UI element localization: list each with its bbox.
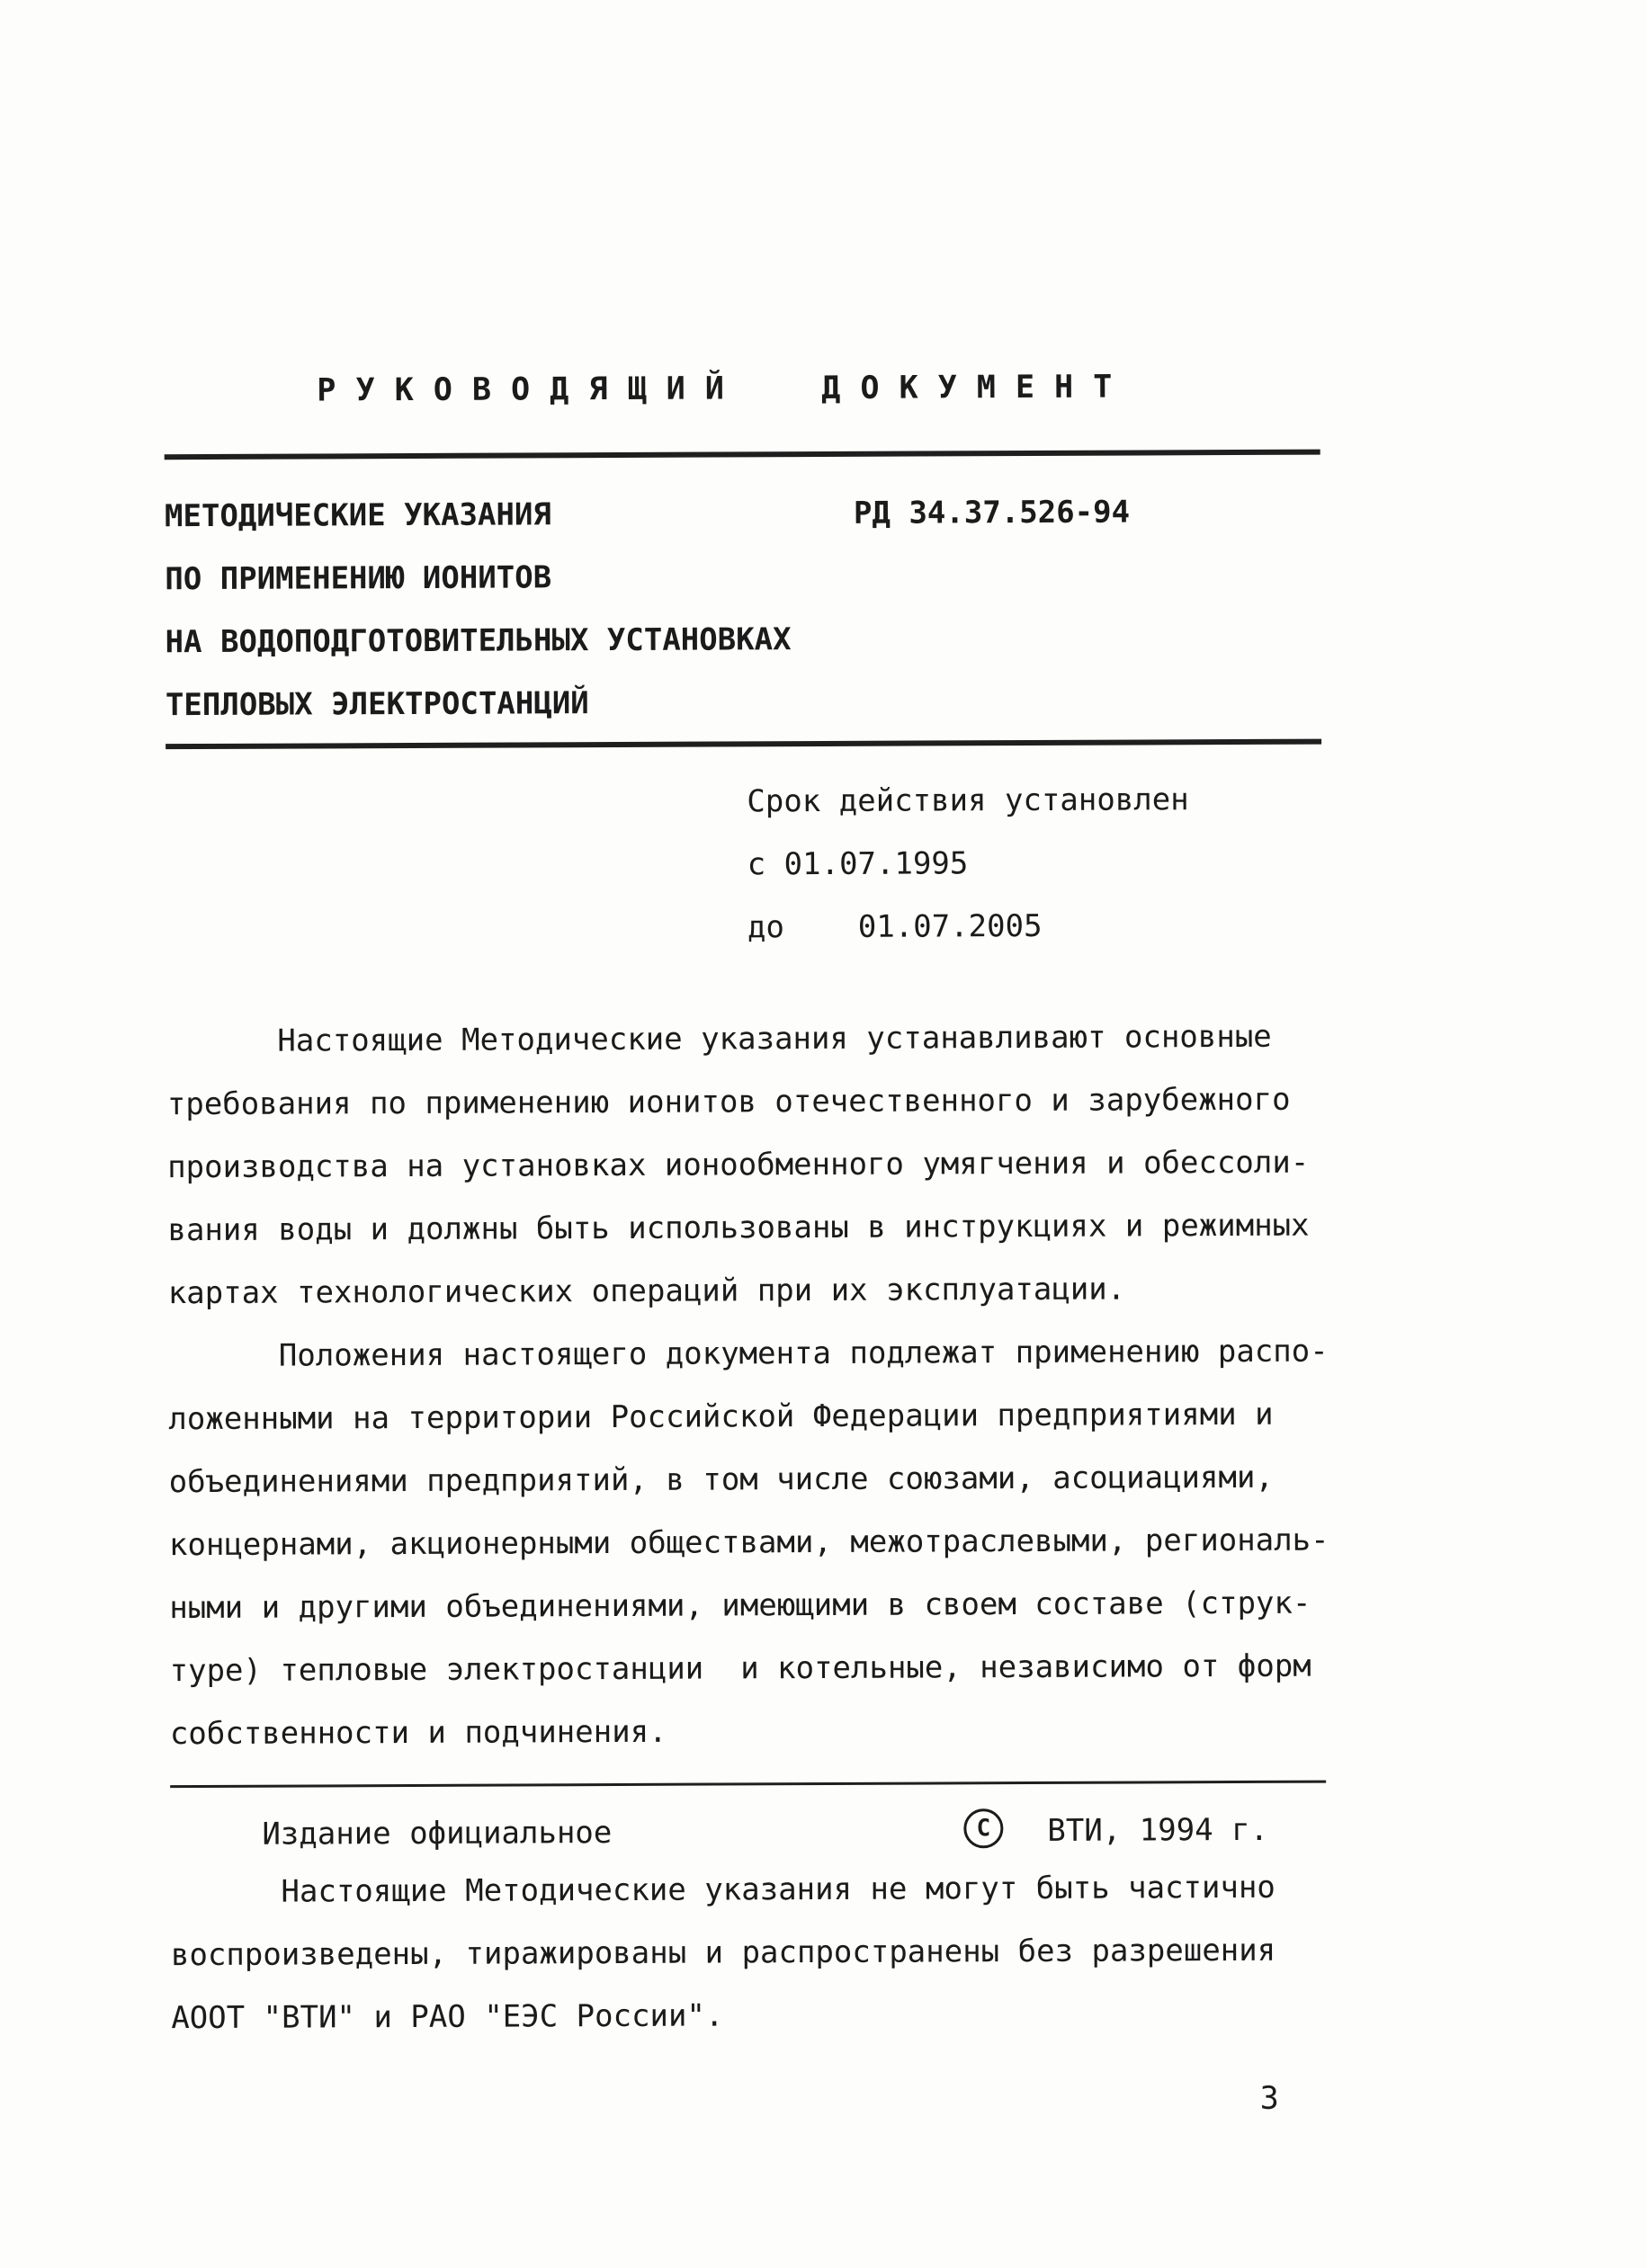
copyright-icon: С [963,1808,1003,1848]
publisher-imprint: ВТИ, 1994 г. [1047,1811,1269,1849]
copyright-notice: Настоящие Методические указания не могут быть частично воспроизведены, тиражированы и распространены без разрешения АООТ "ВТИ" и РАО "ЕЭС России". [170,1869,1276,2037]
edition-note: Издание официальное [262,1815,613,1853]
heading-divider [166,739,1321,750]
validity-period-block: Срок действия установлен с 01.07.1995 до 01.07.2005 [747,781,1189,946]
footer-divider [170,1781,1326,1789]
document-number: РД 34.37.526-94 [853,494,1131,531]
document-title-block: МЕТОДИЧЕСКИЕ УКАЗАНИЯ ПО ПРИМЕНЕНИЮ ИОНИТОВ НА ВОДОПОДГОТОВИТЕЛЬНЫХ УСТАНОВКАХ ТЕПЛОВЫХ ЭЛЕКТРОСТАНЦИЙ [164,496,792,724]
body-text [166,1005,1366,1765]
paragraph-applicability: Положения настоящего документа подлежат применению распо- ложенными на территории Российской Федерации предприятиями и объединениями предприятий, в том числе союзами, асоциациями, концернами, акционерными обществами, межотраслевыми, региональ- ными и другими объединениями, имеющими в своем составе (струк- туре) тепловые электростанции и котельные, независимо от форм собственности и подчинения. [167,1333,1329,1753]
paragraph-scope: Настоящие Методические указания устанавливают основные требования по применению ионитов отечественного и зарубежного производства на установках ионообменного умягчения и обессоли- вания воды и должны быть использованы в инструкциях и режимных картах технологических операций при их эксплуатации. [166,1018,1310,1312]
document-kind-title: Р У К О В О Д Я Щ И Й Д О К У М Е Н Т [317,369,1113,409]
top-divider [165,450,1320,460]
page-number: 3 [1259,2080,1279,2117]
